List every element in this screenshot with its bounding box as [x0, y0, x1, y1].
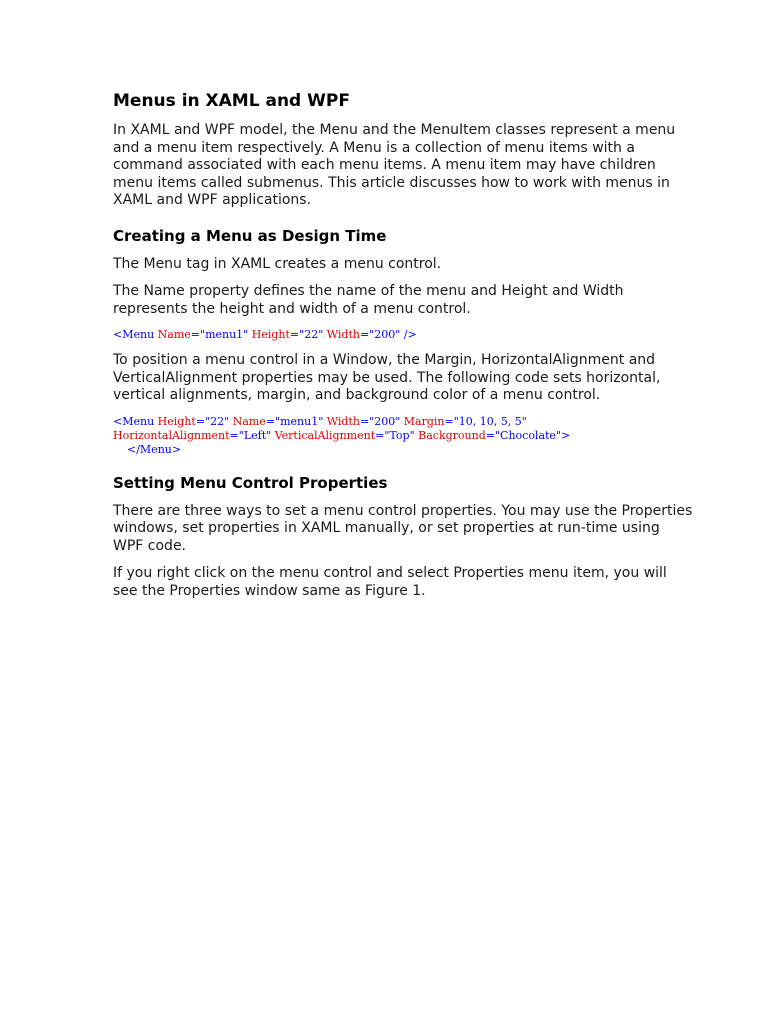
- document-body: [113, 90, 693, 610]
- code-token-value: "Top": [384, 428, 415, 442]
- code-token-value: "Left": [238, 428, 272, 442]
- name-property-paragraph: The Name property defines the name of the menu and Height and Width represents the height and width of a menu control.: [113, 283, 624, 317]
- code-sample-menu-basic: <Menu Name="menu1" Height="22" Width="200" />: [113, 328, 417, 341]
- right-click-paragraph: If you right click on the menu control and select Properties menu item, you will see the Properties window same as Figure 1.: [113, 565, 667, 599]
- position-menu-paragraph: To position a menu control in a Window, the Margin, HorizontalAlignment and VerticalAlignment properties may be used. The following code sets horizontal, vertical alignments, margin, and background color of a menu control.: [113, 352, 661, 403]
- code-token-attr: Name: [157, 328, 191, 341]
- code-token-attr: HorizontalAlignment: [113, 428, 230, 442]
- code-token-value: "22": [205, 414, 230, 428]
- code-token-attr: VerticalAlignment: [274, 428, 376, 442]
- code-token-attr: Width: [326, 328, 360, 341]
- code-token-tag: >: [561, 428, 571, 442]
- code-token-attr: Name: [232, 414, 266, 428]
- menu-tag-paragraph: The Menu tag in XAML creates a menu control.: [113, 255, 442, 272]
- code-token-tag: <Menu: [113, 328, 155, 341]
- code-token-value: "10, 10, 5, 5": [453, 414, 527, 428]
- section-heading-creating-menu: Creating a Menu as Design Time: [113, 226, 387, 245]
- code-token-attr: Background: [418, 428, 486, 442]
- code-token-tag: />: [403, 328, 417, 341]
- code-sample-menu-positioned: <Menu Height="22" Name="menu1" Width="200" Margin="10, 10, 5, 5" HorizontalAlignment="Left" VerticalAlignment="Top" Background="Chocolate"> </Menu>: [113, 414, 571, 456]
- code-token-value: "22": [299, 328, 324, 341]
- code-token-attr: Height: [157, 414, 196, 428]
- code-token-value: "menu1": [200, 328, 249, 341]
- code-token-closing-tag: </Menu>: [127, 442, 182, 456]
- code-token-attr: Margin: [403, 414, 445, 428]
- code-token-attr: Width: [326, 414, 360, 428]
- code-token-value: "Chocolate": [494, 428, 562, 442]
- page-title: Menus in XAML and WPF: [113, 91, 350, 111]
- section-heading-menu-properties: Setting Menu Control Properties: [113, 473, 388, 492]
- code-token-value: "200": [369, 414, 401, 428]
- code-token-attr: Height: [251, 328, 290, 341]
- three-ways-paragraph: There are three ways to set a menu control properties. You may use the Properties windows, set properties in XAML manually, or set properties at run-time using WPF code.: [113, 502, 693, 554]
- code-token-value: "200": [369, 328, 401, 341]
- intro-paragraph: In XAML and WPF model, the Menu and the MenuItem classes represent a menu and a menu item respectively. A Menu is a collection of menu items with a command associated with each menu items. A menu item may have children menu items called submenus. This article discusses how to work with menus in XAML and WPF applications.: [113, 122, 676, 208]
- code-token-tag: <Menu: [113, 414, 155, 428]
- code-token-value: "menu1": [275, 414, 324, 428]
